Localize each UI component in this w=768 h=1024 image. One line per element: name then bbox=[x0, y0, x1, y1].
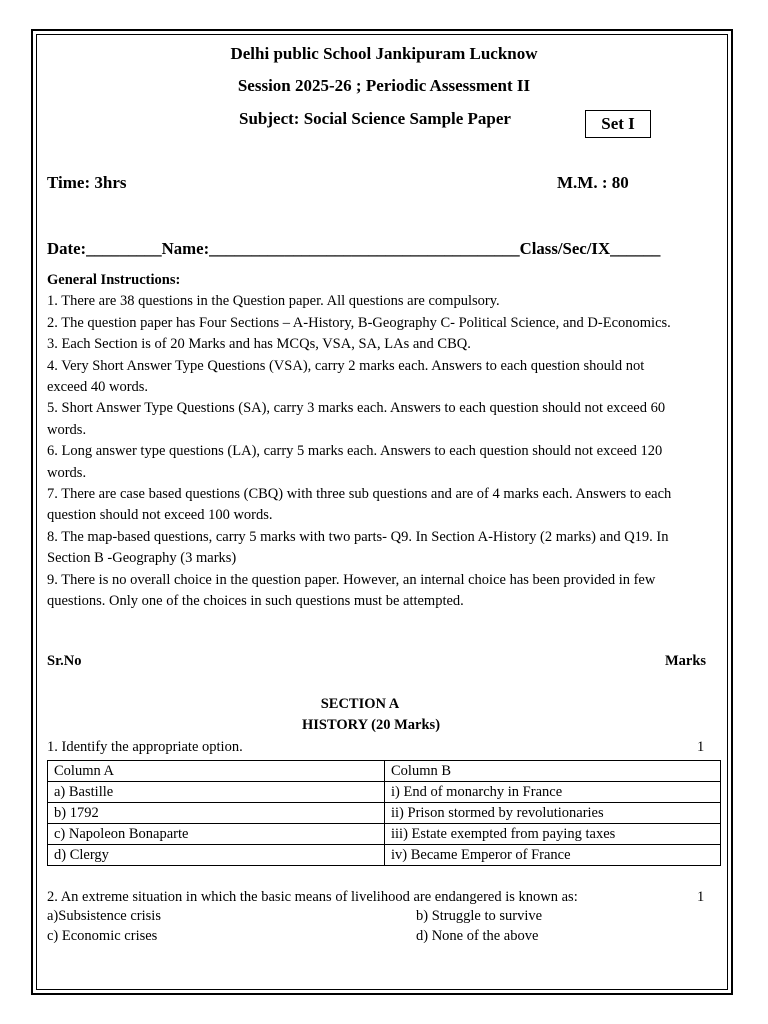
set-badge: Set I bbox=[585, 110, 651, 138]
question-1-marks: 1 bbox=[697, 739, 705, 755]
table-cell: b) 1792 bbox=[48, 803, 385, 824]
question-2-text: 2. An extreme situation in which the basic means of livelihood are endangered is known as: bbox=[47, 889, 578, 905]
table-row bbox=[48, 803, 721, 824]
question-2-marks: 1 bbox=[697, 889, 705, 905]
instruction-item: 5. Short Answer Type Questions (SA), carry 3 marks each. Answers to each question should not exceed 60 words. bbox=[47, 400, 666, 438]
date-name-class-line: Date:_________Name:_____________________________________Class/Sec/IX______ bbox=[47, 239, 661, 258]
table-cell: iv) Became Emperor of France bbox=[385, 845, 721, 866]
matching-table bbox=[47, 760, 721, 866]
sr-no-heading: Sr.No bbox=[47, 653, 82, 669]
option-b: b) Struggle to survive bbox=[416, 908, 543, 924]
marks-heading: Marks bbox=[665, 653, 707, 669]
instruction-item: 3. Each Section is of 20 Marks and has MCQs, VSA, SA, LAs and CBQ. bbox=[47, 336, 471, 353]
instruction-item: 4. Very Short Answer Type Questions (VSA), carry 2 marks each. Answers to each question should not exceed 40 words. bbox=[47, 357, 645, 396]
session-title: Session 2025-26 ; Periodic Assessment II bbox=[237, 76, 531, 95]
section-title: SECTION A bbox=[320, 696, 400, 712]
general-instructions bbox=[47, 270, 687, 613]
table-cell: a) Bastille bbox=[48, 782, 385, 803]
instruction-item: 8. The map-based questions, carry 5 marks with two parts- Q9. In Section A-History (2 marks) and Q19. In Section B -Geography (3 marks) bbox=[47, 528, 669, 567]
table-header-row bbox=[48, 761, 721, 782]
table-header-cell: Column B bbox=[385, 761, 721, 782]
instructions-title: General Instructions: bbox=[47, 272, 181, 288]
instruction-item: 1. There are 38 questions in the Question paper. All questions are compulsory. bbox=[47, 293, 500, 310]
question-1-text: 1. Identify the appropriate option. bbox=[47, 739, 243, 755]
option-c: c) Economic crises bbox=[47, 928, 158, 944]
table-cell: c) Napoleon Bonaparte bbox=[48, 824, 385, 845]
max-marks-label: M.M. : 80 bbox=[557, 173, 629, 192]
instruction-item: 7. There are case based questions (CBQ) with three sub questions and are of 4 marks each. Answers to each question should not exceed 100 words. bbox=[47, 486, 672, 524]
table-cell: i) End of monarchy in France bbox=[385, 782, 721, 803]
table-row bbox=[48, 782, 721, 803]
table-cell: d) Clergy bbox=[48, 845, 385, 866]
table-header-cell: Column A bbox=[48, 761, 385, 782]
instruction-item: 2. The question paper has Four Sections – A-History, B-Geography C- Political Science, and D-Economics. bbox=[47, 314, 671, 331]
option-a: a)Subsistence crisis bbox=[47, 908, 161, 924]
subject-title: Subject: Social Science Sample Paper bbox=[239, 109, 511, 128]
instruction-item: 6. Long answer type questions (LA), carry 5 marks each. Answers to each question should not exceed 120 words. bbox=[47, 443, 663, 481]
school-name: Delhi public School Jankipuram Lucknow bbox=[230, 44, 538, 63]
time-label: Time: 3hrs bbox=[47, 173, 127, 192]
table-row bbox=[48, 824, 721, 845]
table-cell: iii) Estate exempted from paying taxes bbox=[385, 824, 721, 845]
option-d: d) None of the above bbox=[416, 928, 539, 944]
instruction-item: 9. There is no overall choice in the question paper. However, an internal choice has been provided in few questions. Only one of the choices in such questions must be attempted. bbox=[47, 571, 656, 610]
table-row bbox=[48, 845, 721, 866]
section-subtitle: HISTORY (20 Marks) bbox=[301, 717, 441, 733]
table-cell: ii) Prison stormed by revolutionaries bbox=[385, 803, 721, 824]
